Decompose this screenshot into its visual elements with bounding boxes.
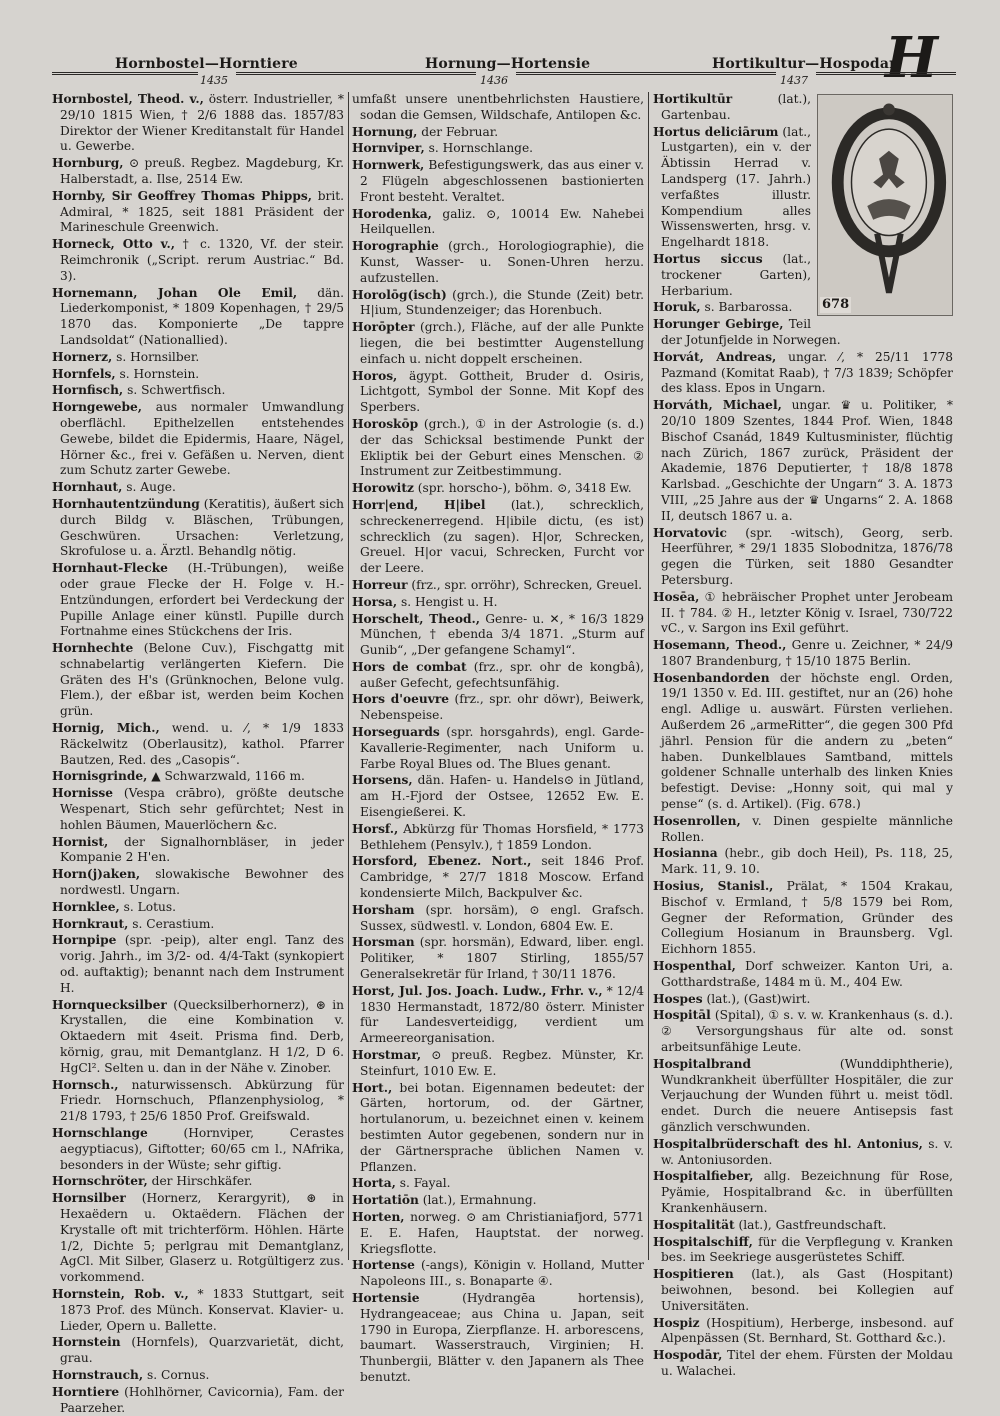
- entry-text: aus normaler Umwandlung oberflächl. Epithelzellen entstehendes Gewebe, bildet die Epidermis, Haare, Nägel, Hörner &c., frei v. Gefäßen u. Nerven, dient zum Schutz zarter Gewebe.: [60, 400, 345, 478]
- entry-text: s. v. w. Antoniusorden.: [661, 1136, 954, 1167]
- dictionary-entry: [352, 984, 644, 1047]
- entry-text: ungar. ⁄, * 25/11 1778 Pazmand (Komitat Raab), † 7/3 1839; Schöpfer des klass. Epos in Ungarn.: [661, 349, 953, 396]
- entry-headword: Hospitalbrüderschaft des hl. Antonius,: [653, 1136, 923, 1151]
- dictionary-entry: [653, 1267, 953, 1314]
- entry-text: (lat.), (Gast)wirt.: [706, 991, 811, 1006]
- entry-headword: Hospiz: [653, 1315, 700, 1330]
- entry-text: (spr. -witsch), Georg, serb. Heerführer, * 29/1 1835 Slobodnitza, 1876/78 gegen die Türken, seit 1880 Gesandter Petersburg.: [661, 525, 954, 587]
- entry-text: ägypt. Gottheit, Bruder d. Osiris, Lichtgott, Symbol der Sonne. Mit Kopf des Sperbers.: [360, 368, 644, 415]
- entry-text: (frz., spr. ohr de kongbâ), außer Gefecht, gefechtsunfähig.: [360, 659, 644, 690]
- entry-headword: Hospenthal,: [653, 959, 736, 974]
- dictionary-entry: [352, 158, 644, 205]
- entry-text: s. Hornschlange.: [428, 141, 534, 156]
- dictionary-entry: [352, 1291, 644, 1386]
- entry-text: ▲ Schwarzwald, 1166 m.: [151, 769, 305, 784]
- entry-text: (Hornviper, Cerastes aegyptiacus), Giftotter; 60/65 cm l., NAfrika, besonders in der Wüste; sehr giftig.: [60, 1126, 344, 1172]
- dictionary-entry: [52, 92, 344, 155]
- dictionary-entry: [653, 959, 953, 991]
- dictionary-entry: [52, 286, 344, 349]
- dictionary-entry: [52, 1174, 344, 1190]
- column-divider: [348, 92, 349, 1260]
- entry-text: ⊙ preuß. Regbez. Münster, Kr. Steinfurt, 1010 Ew. E.: [360, 1048, 644, 1078]
- entry-headword: Horreur: [352, 577, 408, 592]
- entry-text: der höchste engl. Orden, 19/1 1350 v. Ed. III. gestiftet, nur an (26) hohe engl. Adlige u. auswärt. Fürsten verliehen. Außerdem 26 „armeRitter“, die gegen 300 Pfd jährl. Pension für die andern zu „beten“ haben. Dunkelblaues Samtband, mittels goldener Schnalle unterhalb des linken Knies befestigt. Devise: „Honny soit, qui mal y pense“ (s. d. Artikel). (Fig. 678.): [661, 670, 953, 812]
- dictionary-entry: [653, 992, 953, 1008]
- entry-text: (grch.), die Stunde (Zeit) betr. H|ium, Stundenzeiger; das Horenbuch.: [360, 287, 645, 318]
- dictionary-entry: [352, 595, 644, 611]
- dictionary-entry: [653, 526, 953, 589]
- dictionary-entry: [653, 1008, 953, 1055]
- entry-headword: Hornburg,: [52, 156, 124, 171]
- dictionary-entry: [653, 398, 953, 524]
- dictionary-entry: [52, 917, 344, 933]
- dictionary-entry: [352, 481, 644, 497]
- entry-headword: Hornisse: [52, 786, 114, 801]
- entry-headword: Horvatovic: [653, 525, 727, 540]
- entry-text: für die Verpflegung v. Kranken bes. im Seekriege ausgerüstetes Schiff.: [661, 1234, 953, 1265]
- entry-headword: Horowitz: [352, 481, 414, 496]
- entry-headword: Hortikultūr: [653, 92, 733, 106]
- text-column-2: [352, 92, 645, 1384]
- entry-headword: Horn(j)aken,: [52, 867, 141, 882]
- entry-headword: Horta,: [352, 1176, 396, 1191]
- entry-text: slowakische Bewohner des nordwestl. Ungarn.: [60, 867, 344, 898]
- entry-headword: Hors de combat: [352, 659, 467, 674]
- entry-headword: Hospitāl: [653, 1008, 711, 1023]
- entry-text: (Hornerz, Kerargyrit), ⊛ in Hexaëdern u. Oktaëdern. Flächen der Krystalle oft mit trichterförm. Höhlen. Härte 1/2, Dichte 5; perlgrau mit Demantglanz, AgCl. Mit Silber, Glaserz u. Rotgültigerz zus. vorkommend.: [60, 1191, 345, 1285]
- entry-text: (frz., spr. ohr döwr), Beiwerk, Nebenspeise.: [360, 692, 645, 723]
- dictionary-entry: [352, 125, 644, 141]
- dictionary-entry: [653, 1169, 953, 1216]
- dictionary-entry: [52, 561, 344, 640]
- dictionary-entry: [352, 660, 644, 692]
- dictionary-entry: [352, 854, 644, 901]
- entry-text: Prälat, * 1504 Krakau, Bischof v. Ermland, † 5/8 1579 bei Rom, Gegner der Reformation, Gründer des Collegium Hosianum in Braunsberg. Vgl. Eichhorn 1855.: [661, 879, 954, 957]
- dictionary-entry: [52, 786, 344, 833]
- entry-headword: Horunger Gebirge,: [653, 317, 784, 332]
- entry-text: (Hohlhörner, Cavicornia), Fam. der Paarzeher.: [60, 1384, 344, 1415]
- dictionary-entry: [52, 1385, 344, 1416]
- entry-text: (Wunddiphtherie), Wundkrankheit überfüllter Hospitäler, die zur Verjauchung der Wunden führt u. meist tödl. endet. Durch die neuere Antisepsis fast gänzlich verschwunden.: [661, 1056, 953, 1134]
- entry-text: seit 1846 Prof. Cambridge, * 27/7 1818 Moscow. Erfand kondensierte Milch, Backpulver &c.: [360, 854, 645, 901]
- entry-headword: Horsman: [352, 935, 415, 950]
- entry-headword: Hortus siccus: [653, 251, 763, 266]
- entry-headword: Hortus deliciārum: [653, 124, 779, 139]
- entry-headword: Horváth, Michael,: [653, 398, 782, 413]
- dictionary-entry: [653, 814, 953, 846]
- entry-text: österr. Industrieller, * 29/10 1815 Wien, † 2/6 1888 das. 1857/83 Direktor der Wiener Kreditanstalt für Handel u. Gewerbe.: [60, 92, 344, 154]
- entry-text: s. Cerastium.: [132, 916, 215, 931]
- dictionary-entry: [352, 239, 644, 286]
- dictionary-entry: [352, 578, 644, 594]
- entry-text: der Februar.: [421, 124, 499, 139]
- entry-headword: Hornerz,: [52, 349, 113, 364]
- entry-headword: Horntiere: [52, 1384, 120, 1399]
- entry-headword: Horsford, Ebenez. Nort.,: [352, 854, 532, 869]
- entry-text: (spr. horsgahrds), engl. Garde-Kavallerie-Regimenter, nach Uniform u. Farbe Royal Blues od. The Blues genant.: [360, 725, 645, 771]
- entry-text: (frz., spr. orröhr), Schrecken, Greuel.: [411, 577, 643, 592]
- dictionary-entry: [653, 671, 953, 813]
- entry-text: (Belone Cuv.), Fischgattg mit schnabelartig verlängerten Kiefern. Die Gräten des H's (Grünknochen, Belone vulg. Flem.), der eßbar ist, werden beim Kochen grün.: [60, 641, 345, 719]
- entry-headword: Hospitalbrand: [653, 1056, 752, 1071]
- entry-text: brit. Admiral, * 1825, seit 1881 Präsident der Marineschule Greenwich.: [60, 188, 345, 235]
- entry-text: (spr. horsmän), Edward, liber. engl. Politiker, * 1807 Stirling, 1855/57 Generalsekretär für Irland, † 30/11 1876.: [360, 935, 644, 982]
- dictionary-entry: [653, 1137, 953, 1169]
- entry-headword: Hornhechte: [52, 641, 134, 656]
- dictionary-entry: [352, 1048, 644, 1080]
- dictionary-entry: [653, 317, 953, 349]
- entry-text: s. Barbarossa.: [704, 300, 793, 315]
- entry-text: bei botan. Eigennamen bedeutet: der Gärten, hortorum, od. der Gärtner, hortulanorum, u. bezeichnet einen v. keinem bestimten Autor gegebenen, sondern nur in der Gärtnersprache üblichen Namen v. Pflanzen.: [360, 1080, 644, 1174]
- dictionary-entry: [352, 498, 644, 577]
- running-head-right: Hortikultur—Hospodar: [712, 56, 897, 72]
- entry-text: Titel der ehem. Fürsten der Moldau u. Walachei.: [661, 1348, 953, 1378]
- dictionary-entry: [52, 400, 344, 479]
- entry-text: (Hornfels), Quarzvarietät, dicht, grau.: [60, 1335, 345, 1366]
- entry-headword: Hospitalfieber,: [653, 1169, 754, 1184]
- dictionary-entry: [653, 1316, 953, 1348]
- entry-headword: Hornist,: [52, 834, 109, 849]
- entry-text: der Hirschkäfer.: [151, 1174, 253, 1189]
- entry-headword: Horographie: [352, 239, 439, 254]
- entry-headword: Horos,: [352, 368, 398, 383]
- column-number-3: 1437: [780, 74, 808, 87]
- entry-text: dän. Hafen- u. Handels⊙ in Jütland, am H.-Fjord der Ostsee, 12652 Ew. E. Eisengießerei. K.: [360, 773, 644, 820]
- entry-headword: Horolōg(isch): [352, 287, 447, 302]
- entry-headword: Horngewebe,: [52, 400, 142, 415]
- dictionary-entry: [352, 935, 644, 982]
- dictionary-entry: [52, 769, 344, 785]
- dictionary-entry: [352, 1193, 644, 1209]
- entry-headword: Hornstein, Rob. v.,: [52, 1286, 189, 1301]
- entry-text: * 1833 Stuttgart, seit 1873 Prof. des Münch. Konservat. Klavier- u. Lieder, Opern u. Ballette.: [60, 1286, 344, 1333]
- entry-text: (Hydrangēa hortensis), Hydrangeaceae; aus China u. Japan, seit 1790 in Europa, Zierpflanze. H. arborescens, baumart. Wasserstrauch, Virginien; H. Thunbergii, Blätter v. den Japanern als Thee benutzt.: [360, 1290, 644, 1384]
- entry-text: (H.-Trübungen), weiße oder graue Flecke der H. Folge v. H.-Entzündungen, erfordert bei Verdeckung der Pupille Anlage einer künstl. Pupille durch Fortnahme eines Stückchens der Iris.: [60, 561, 344, 639]
- entry-text: (lat.), als Gast (Hospitant) beiwohnen, besond. bei Kollegien auf Universitäten.: [661, 1267, 953, 1313]
- running-head-left: Hornbostel—Horntiere: [115, 56, 298, 72]
- entry-headword: Hornpipe: [52, 933, 117, 948]
- dictionary-entry: [653, 1057, 953, 1136]
- garter-order-figure: [817, 94, 953, 316]
- entry-headword: Hornbostel, Theod. v.,: [52, 92, 204, 106]
- entry-headword: Hornschlange: [52, 1126, 148, 1140]
- entry-text: s. Lotus.: [123, 899, 176, 914]
- entry-headword: Horneck, Otto v.,: [52, 237, 176, 252]
- entry-text: (-angs), Königin v. Holland, Mutter Napoleons III., s. Bonaparte ④.: [360, 1258, 645, 1289]
- dictionary-entry: [653, 1235, 953, 1267]
- dictionary-entry: [52, 367, 344, 383]
- entry-text: (lat.), Ermahnung.: [422, 1193, 537, 1208]
- entry-headword: Hornhaut-Flecke: [52, 561, 168, 576]
- entry-headword: Hornklee,: [52, 899, 120, 914]
- dictionary-entry: [52, 998, 344, 1077]
- entry-text: (Quecksilberhornerz), ⊛ in Krystallen, die eine Kombination v. Oktaedern mit 4seit. Prisma find. Derb, körnig, grau, mit Demantglanz. H 1/2, D 6. HgCl². Selten u. dan in der Nähe v. Zinober.: [60, 997, 344, 1075]
- header-rule: [236, 72, 476, 75]
- dictionary-entry: [52, 383, 344, 399]
- entry-text: s. Hornsilber.: [116, 349, 200, 364]
- dictionary-entry: [52, 189, 344, 236]
- entry-headword: Hornfisch,: [52, 383, 124, 398]
- entry-headword: Hornung,: [352, 124, 418, 139]
- entry-headword: Hornschröter,: [52, 1174, 148, 1189]
- entry-text: † c. 1320, Vf. der steir. Reimchronik („Script. rerum Austriac.“ Bd. 3).: [60, 237, 345, 283]
- entry-headword: Hornisgrinde,: [52, 769, 148, 784]
- column-number-2: 1436: [480, 74, 508, 87]
- entry-text: s. Auge.: [126, 480, 176, 495]
- dictionary-entry: [52, 933, 344, 996]
- entry-text: norweg. ⊙ am Christianiafjord, 5771 E. E. Hafen, Hauptstat. der norweg. Kriegsflotte.: [360, 1209, 644, 1256]
- entry-text: Genre u. Zeichner, * 24/9 1807 Brandenburg, † 15/10 1875 Berlin.: [661, 638, 953, 668]
- dictionary-entry: [52, 497, 344, 560]
- entry-text: dän. Liederkomponist, * 1809 Kopenhagen, † 29/5 1870 das. Komponierte „De tappre Landsoldat“ (Nationallied).: [60, 285, 345, 347]
- entry-text: (lat.), schrecklich, schreckenerregend. H|ibile dictu, (es ist) schrecklich (zu sagen). H|or, Schrecken, Greuel. H|or vacui, Schrecken, Furcht vor der Leere.: [360, 497, 645, 576]
- entry-headword: Hornstrauch,: [52, 1367, 144, 1382]
- entry-text: (Hospitium), Herberge, insbesond. auf Alpenpässen (St. Bernhard, St. Gotthard &c.).: [661, 1315, 954, 1346]
- entry-headword: Hornemann, Johan Ole Emil,: [52, 285, 298, 300]
- entry-text: (spr. horscho-), böhm. ⊙, 3418 Ew.: [417, 481, 632, 496]
- entry-text: Befestigungswerk, das aus einer v. 2 Flügeln abgeschlossenen bastionierten Front besteht. Veraltet.: [360, 158, 645, 204]
- entry-headword: Hors d'oeuvre: [352, 692, 450, 707]
- entry-text: ungar. ♛ u. Politiker, * 20/10 1809 Szentes, 1844 Prof. Wien, 1848 Bischof Csanád, 1849 Kultusminister, flüchtig nach Zürich, 1867 zurück, Präsident der Akademie, 1876 Deputierter, † 18/8 1878 Karlsbad. „Geschichte der Ungarn“ 3. A. 1873 VIII, „25 Jahre aus der ♛ Ungarns“ 2. A. 1868 II, deutsch 1867 u. a.: [661, 398, 954, 523]
- entry-text: (grch.), Fläche, auf der alle Punkte liegen, die bei bestimtter Augenstellung einfach u. nicht doppelt erscheinen.: [360, 320, 645, 366]
- entry-headword: Hornhautentzündung: [52, 496, 200, 511]
- header-rule: [816, 72, 956, 75]
- entry-text: ① hebräischer Prophet unter Jerobeam II. † 784. ② H., letzter König v. Israel, 730/722 vC., v. Sargon ins Exil geführt.: [661, 589, 954, 636]
- dictionary-entry: [352, 692, 644, 724]
- entry-text: v. Dinen gespielte männliche Rollen.: [661, 813, 953, 844]
- entry-text: naturwissensch. Abkürzung für Friedr. Hornschuch, Pflanzenphysiolog, * 21/8 1793, † 25/6 1850 Prof. Greifswald.: [60, 1077, 344, 1124]
- dictionary-entry: [52, 721, 344, 768]
- entry-headword: Hospitieren: [653, 1267, 734, 1282]
- dictionary-entry: [352, 141, 644, 157]
- entry-text: galiz. ⊙, 10014 Ew. Nahebei Heilquellen.: [360, 206, 645, 237]
- dictionary-entry: [352, 417, 644, 480]
- entry-headword: Horst, Jul. Jos. Joach. Ludw., Frhr. v.,: [352, 983, 603, 998]
- text-column-1: [52, 92, 345, 1415]
- entry-headword: Horsens,: [352, 773, 413, 788]
- header-rule: [516, 72, 776, 75]
- garter-emblem-icon: [818, 95, 952, 315]
- entry-text: (Spital), ① s. v. w. Krankenhaus (s. d.). ② Versorgungshaus für alte od. sonst arbeitsunfähige Leute.: [661, 1008, 953, 1055]
- dictionary-entry: [653, 590, 953, 637]
- entry-text: (grch.), ① in der Astrologie (s. d.) der das Schicksal bestimende Punkt der Ekliptik bei der Geburt eines Menschen. ② Instrument zur Zeitbestimmung.: [360, 416, 644, 479]
- dictionary-entry: [352, 1258, 644, 1290]
- dictionary-entry: [352, 288, 644, 320]
- entry-headword: Hortatiōn: [352, 1193, 419, 1208]
- entry-headword: Hornwerk,: [352, 158, 425, 173]
- entry-text: s. Hornstein.: [119, 366, 200, 381]
- entry-headword: Hornfels,: [52, 366, 116, 381]
- dictionary-entry: [653, 638, 953, 670]
- entry-headword: Hospodār,: [653, 1348, 723, 1363]
- entry-headword: Horvát, Andreas,: [653, 349, 777, 364]
- entry-text: s. Schwertfisch.: [127, 383, 226, 398]
- dictionary-entry: [52, 156, 344, 188]
- dictionary-entry: [52, 1126, 344, 1173]
- entry-text: (grch., Horologiographie), die Kunst, Wasser- u. Sonen-Uhren herzu. aufzustellen.: [360, 239, 645, 285]
- dictionary-entry: [52, 350, 344, 366]
- text-column-3: [653, 92, 954, 1378]
- entry-text: (hebr., gib doch Heil), Ps. 118, 25, Mark. 11, 9. 10.: [661, 846, 954, 877]
- entry-text: allg. Bezeichnung für Rose, Pyämie, Hospitalbrand &c. in überfüllten Krankenhäusern.: [661, 1169, 953, 1215]
- entry-text: Genre- u. ✕, * 16/3 1829 München, † ebenda 3/4 1871. „Sturm auf Gunib“, „Der gefangene Schamyl“.: [360, 611, 644, 658]
- column-divider: [648, 92, 649, 1260]
- entry-headword: Hornquecksilber: [52, 997, 167, 1012]
- entry-text: der Signalhornbläser, in jeder Kompanie 2 H'en.: [60, 834, 344, 865]
- dictionary-entry: [352, 612, 644, 659]
- dictionary-entry: [52, 1287, 344, 1334]
- entry-text: (lat.), Gartenbau.: [661, 92, 811, 122]
- entry-headword: Horodenka,: [352, 206, 432, 221]
- entry-text: s. Hengist u. H.: [400, 594, 498, 609]
- entry-headword: Hospes: [653, 991, 703, 1006]
- dictionary-entry: [52, 237, 344, 284]
- dictionary-entry: [52, 900, 344, 916]
- entry-headword: Horr|end, H|ibel: [352, 497, 486, 512]
- entry-headword: Hornhaut,: [52, 480, 123, 495]
- entry-headword: Hornviper,: [352, 141, 425, 156]
- entry-text: (spr. -peip), alter engl. Tanz des vorig. Jahrh., im 3/2- od. 4/4-Takt (synkopiert od. auftaktig); benannt nach dem Instrument H.: [60, 933, 344, 995]
- dictionary-entry: [352, 773, 644, 820]
- dictionary-entry: [52, 835, 344, 867]
- entry-headword: Hospitalschiff,: [653, 1234, 753, 1249]
- dictionary-entry: [352, 92, 644, 124]
- dictionary-entry: [52, 1335, 344, 1367]
- entry-text: Abkürzg für Thomas Horsfield, * 1773 Bethlehem (Pensylv.), † 1859 London.: [360, 821, 644, 852]
- entry-headword: Hornstein: [52, 1335, 121, 1350]
- dictionary-entry: [52, 867, 344, 899]
- entry-text: ⊙ preuß. Regbez. Magdeburg, Kr. Halberstadt, a. Ilse, 2514 Ew.: [60, 156, 345, 186]
- dictionary-entry: [352, 822, 644, 854]
- entry-text: (lat., trockener Garten), Herbarium.: [661, 251, 812, 298]
- dictionary-entry: [352, 903, 644, 935]
- entry-headword: Hospitalität: [653, 1217, 735, 1232]
- entry-text: * 12/4 1830 Hermanstadt, 1872/80 österr. Minister für Landesverteidigg, verdient um Armeereorganisation.: [360, 983, 645, 1046]
- dictionary-entry: [352, 1176, 644, 1192]
- entry-text: s. Fayal.: [399, 1176, 451, 1191]
- column-number-1: 1435: [200, 74, 228, 87]
- entry-headword: Hortense: [352, 1258, 415, 1273]
- entry-text: s. Cornus.: [147, 1367, 210, 1382]
- entry-text: (lat., Lustgarten), ein v. der Äbtissin Herrad v. Landsperg (17. Jahrh.) verfaßtes illustr. Kompendium alles Wissenswerten, hrsg. v. Engelhardt 1818.: [661, 124, 811, 250]
- entry-text: (Keratitis), äußert sich durch Bildg v. Bläschen, Trübungen, Geschwüren. Ursachen: Verletzung, Skrofulose u. a. Ärztl. Behandlg nötig.: [60, 496, 344, 559]
- entry-headword: Hort.,: [352, 1080, 393, 1095]
- dictionary-entry: [653, 846, 953, 878]
- entry-headword: Hosenbandorden: [653, 670, 770, 685]
- entry-headword: Hosius, Stanisl.,: [653, 879, 774, 894]
- header-rule: [52, 72, 198, 75]
- dictionary-entry: [52, 480, 344, 496]
- entry-headword: Hornig, Mich.,: [52, 721, 160, 736]
- entry-headword: Horsf.,: [352, 821, 399, 836]
- entry-text: (Vespa crābro), größte deutsche Wespenart, Stich sehr gefürchtet; Nest in hohlen Bäumen, Mauerlöchern &c.: [60, 786, 344, 832]
- entry-headword: Horuk,: [653, 300, 701, 315]
- entry-headword: Horten,: [352, 1209, 405, 1224]
- entry-text: wend. u. ⁄, * 1/9 1833 Räckelwitz (Oberlausitz), kathol. Pfarrer Bautzen, Red. des „Casopis“.: [60, 721, 345, 767]
- entry-text: (lat.), Gastfreundschaft.: [738, 1217, 887, 1232]
- entry-headword: Hornby, Sir Geoffrey Thomas Phipps,: [52, 188, 312, 203]
- dictionary-entry: [52, 1368, 344, 1384]
- entry-headword: Horsa,: [352, 594, 398, 609]
- entry-text: (spr. horsäm), ⊙ engl. Grafsch. Sussex, südwestl. v. London, 6804 Ew. E.: [360, 902, 644, 933]
- entry-headword: Horschelt, Theod.,: [352, 611, 480, 626]
- entry-headword: Hosemann, Theod.,: [653, 638, 787, 653]
- entry-headword: Horseguards: [352, 725, 440, 740]
- figure-number: 678: [822, 297, 850, 313]
- dictionary-entry: [52, 1191, 344, 1286]
- entry-text: Teil der Jotunfjelde in Norwegen.: [661, 317, 841, 347]
- dictionary-entry: [352, 207, 644, 239]
- section-letter: H: [885, 25, 938, 91]
- entry-headword: Horoskōp: [352, 416, 419, 431]
- entry-headword: Hortensie: [352, 1290, 420, 1305]
- dictionary-entry: [352, 320, 644, 367]
- dictionary-entry: [352, 369, 644, 416]
- entry-headword: Horōpter: [352, 320, 415, 335]
- running-head-center: Hornung—Hortensie: [425, 56, 591, 72]
- dictionary-entry: [653, 1218, 953, 1234]
- dictionary-entry: [653, 879, 953, 958]
- entry-headword: Hornkraut,: [52, 916, 129, 931]
- dictionary-entry: [52, 1078, 344, 1125]
- dictionary-entry: [653, 1348, 953, 1380]
- entry-headword: Hornsilber: [52, 1191, 126, 1206]
- dictionary-entry: [352, 725, 644, 772]
- entry-text: Dorf schweizer. Kanton Uri, a. Gotthardstraße, 1484 m ü. M., 404 Ew.: [661, 959, 953, 989]
- entry-headword: Horsham: [352, 902, 415, 917]
- dictionary-entry: [653, 350, 953, 397]
- dictionary-entry: [352, 1081, 644, 1176]
- entry-headword: Hosianna: [653, 846, 718, 861]
- entry-headword: Hosenrollen,: [653, 813, 741, 828]
- entry-headword: Hosēa,: [653, 589, 700, 604]
- entry-text: umfaßt unsere unentbehrlichsten Haustiere, sodan die Gemsen, Wildschafe, Antilopen &c.: [352, 92, 644, 122]
- entry-headword: Hornsch.,: [52, 1077, 119, 1092]
- dictionary-entry: [52, 641, 344, 720]
- entry-headword: Horstmar,: [352, 1048, 422, 1063]
- dictionary-entry: [352, 1210, 644, 1257]
